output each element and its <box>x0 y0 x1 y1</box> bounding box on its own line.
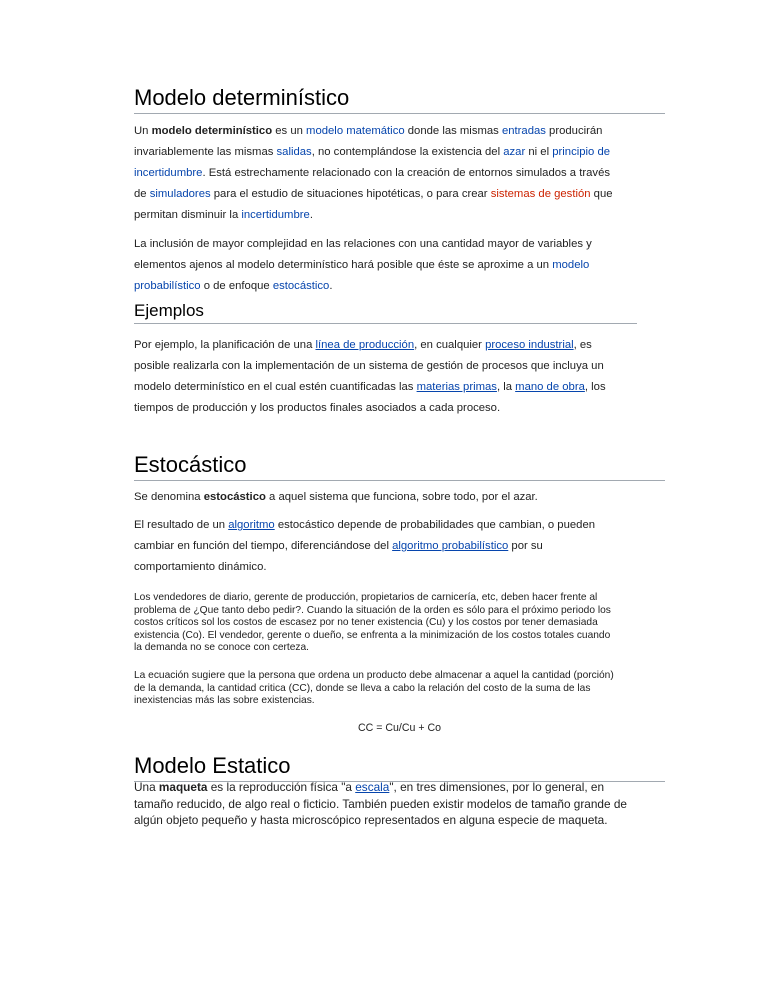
text: ", en tres dimensiones, por lo general, en <box>389 780 605 794</box>
text: invariablemente las mismas <box>134 146 277 158</box>
text: ni el <box>525 146 553 158</box>
text: comportamiento dinámico. <box>134 561 267 573</box>
link-azar[interactable]: azar <box>503 146 526 158</box>
text: cambiar en función del tiempo, diferenciándose del <box>134 540 393 552</box>
formula-cc: CC = Cu/Cu + Co <box>357 722 442 734</box>
text: que <box>590 188 613 200</box>
text-line <box>134 356 606 377</box>
text: , los <box>584 381 606 393</box>
link-simuladores[interactable]: simuladores <box>149 188 211 200</box>
text: modelo determinístico en el cual estén cuantificadas las <box>134 381 417 393</box>
section-title-ejemplos: Ejemplos <box>134 299 637 324</box>
text-line <box>134 184 613 205</box>
text: tiempos de producción y los productos finales asociados a cada proceso. <box>134 402 501 414</box>
link-mano-de-obra[interactable]: mano de obra <box>515 381 585 393</box>
text: La inclusión de mayor complejidad en las relaciones con una cantidad mayor de variables y <box>134 238 592 250</box>
text: estocástico depende de probabilidades que cambian, o pueden <box>274 519 596 531</box>
text-line <box>134 487 538 508</box>
text-line <box>134 536 595 557</box>
link-modelo-probabilistico[interactable]: modelo <box>552 259 590 271</box>
text: . Está estrechamente relacionado con la creación de entornos simulados a través <box>202 167 610 179</box>
paragraph-ejemplos <box>134 335 606 419</box>
section-title-estocastico: Estocástico <box>134 451 665 481</box>
text: por su <box>508 540 543 552</box>
text: Por ejemplo, la planificación de una <box>134 339 316 351</box>
text: permitan disminuir la <box>134 209 242 221</box>
text-line: La ecuación sugiere que la persona que ordena un producto debe almacenar a aquel la cantidad (porción) <box>134 670 614 681</box>
text: o de enfoque <box>200 280 273 292</box>
text: para el estudio de situaciones hipotéticas, o para crear <box>210 188 491 200</box>
bold-term: maqueta <box>158 780 208 794</box>
text: es la reproducción física "a <box>207 780 356 794</box>
link-algoritmo-probabilistico[interactable]: algoritmo probabilístico <box>392 540 509 552</box>
paragraph-deterministico-definition <box>134 121 613 226</box>
link-incertidumbre[interactable]: incertidumbre <box>241 209 310 221</box>
link-modelo-matematico[interactable]: modelo matemático <box>306 125 405 137</box>
text: Se denomina <box>134 491 204 503</box>
text: donde las mismas <box>404 125 502 137</box>
text-line <box>134 234 592 255</box>
text-line <box>134 255 592 276</box>
text-line: Los vendedores de diario, gerente de producción, propietarios de carnicería, etc, deben hacer frente al <box>134 592 598 603</box>
bold-term: estocástico <box>203 491 266 503</box>
text-line <box>134 515 595 536</box>
text-line: algún objeto pequeño y hasta microscópico representados en alguna especie de maqueta. <box>134 813 608 827</box>
paragraph-ecuacion <box>134 670 614 708</box>
text: producirán <box>545 125 603 137</box>
link-entradas[interactable]: entradas <box>501 125 546 137</box>
text-line: existencia (Co). El vendedor, gerente o dueño, se enfrenta a la minimización de los costos totales cuando <box>134 629 611 641</box>
section-title-modelo-estatico: Modelo Estatico <box>134 752 665 782</box>
link-probabilistico[interactable]: probabilístico <box>134 280 201 292</box>
text: elementos ajenos al modelo determinístico hará posible que éste se aproxime a un <box>134 259 553 271</box>
link-materias-primas[interactable]: materias primas <box>416 381 497 393</box>
text-line <box>134 779 627 796</box>
link-estocastico[interactable]: estocástico <box>272 280 330 292</box>
link-algoritmo[interactable]: algoritmo <box>228 519 275 531</box>
paragraph-vendedores <box>134 592 611 655</box>
text-line <box>134 205 613 226</box>
text-line: inexistencias más las sobre existencias. <box>134 695 315 706</box>
text: Una <box>134 780 159 794</box>
text-line <box>134 163 613 184</box>
link-escala[interactable]: escala <box>355 780 390 794</box>
bold-term: modelo determinístico <box>151 125 273 137</box>
text-line <box>134 142 613 163</box>
link-salidas[interactable]: salidas <box>276 146 312 158</box>
paragraph-algoritmo <box>134 515 595 578</box>
text: . <box>329 280 333 292</box>
text-line <box>134 398 606 419</box>
paragraph-maqueta <box>134 779 627 829</box>
text: es un <box>272 125 307 137</box>
link-incertidumbre[interactable]: incertidumbre <box>134 167 203 179</box>
section-title-modelo-deterministico: Modelo determinístico <box>134 84 665 114</box>
text-line: costos críticos sol los costos de escasez por no tener existencia (Cu) y los costos por tener demasiada <box>134 617 598 628</box>
text: Un <box>134 125 152 137</box>
paragraph-complejidad <box>134 234 592 297</box>
text-line <box>134 557 595 578</box>
link-sistemas-de-gestion[interactable]: sistemas de gestión <box>490 188 591 200</box>
text-line <box>134 377 606 398</box>
text: . <box>309 209 313 221</box>
link-linea-de-produccion[interactable]: línea de producción <box>315 339 415 351</box>
text: a aquel sistema que funciona, sobre todo, por el azar. <box>265 491 538 503</box>
link-principio-de-incertidumbre[interactable]: principio de <box>552 146 611 158</box>
link-proceso-industrial[interactable]: proceso industrial <box>485 339 574 351</box>
text: posible realizarla con la implementación de un sistema de gestión de procesos que incluya un <box>134 360 604 372</box>
text: , en cualquier <box>414 339 486 351</box>
text-line <box>134 276 592 297</box>
text-line: tamaño reducido, de algo real o ficticio. También pueden existir modelos de tamaño grande de <box>134 796 627 811</box>
text-line <box>134 121 613 142</box>
text: , es <box>573 339 592 351</box>
text-line: la demanda no se conoce con certeza. <box>134 642 309 653</box>
text-line: problema de ¿Que tanto debo pedir?. Cuando la situación de la orden es sólo para el próximo periodo los <box>134 604 611 616</box>
paragraph-estocastico-definition <box>134 487 538 508</box>
text: de <box>134 188 150 200</box>
text: , la <box>496 381 516 393</box>
text-line <box>134 335 606 356</box>
text: , no contemplándose la existencia del <box>311 146 504 158</box>
text-line: de la demanda, la cantidad critica (CC), donde se lleva a cabo la relación del costo de la suma de las <box>134 682 591 694</box>
text: El resultado de un <box>134 519 229 531</box>
